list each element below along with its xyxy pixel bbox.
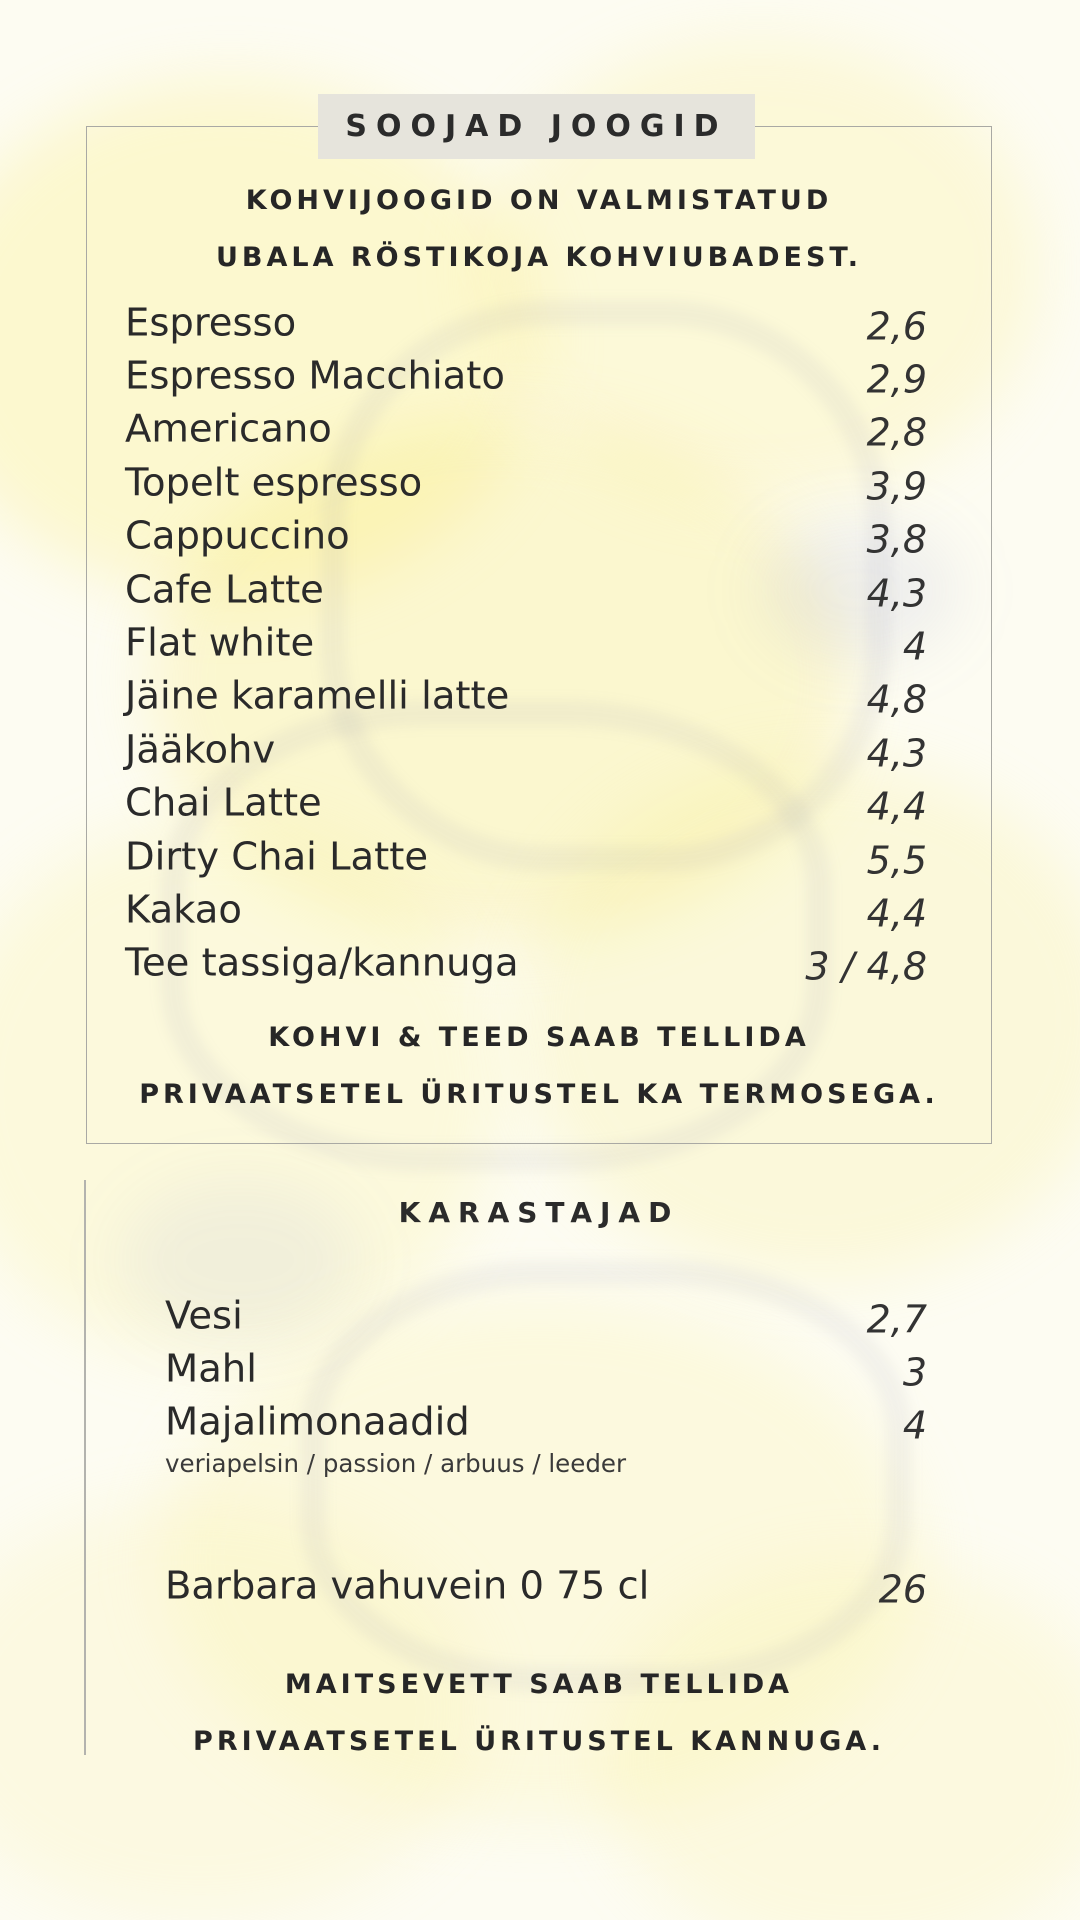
menu-item bbox=[165, 1342, 927, 1395]
item-price: 2,7 bbox=[866, 1297, 927, 1342]
item-price: 3,9 bbox=[866, 464, 927, 509]
menu-item bbox=[165, 1559, 927, 1612]
item-name: Cafe Latte bbox=[125, 567, 324, 613]
item-price: 2,8 bbox=[866, 410, 927, 455]
item-name: Chai Latte bbox=[125, 780, 322, 826]
thermos-note bbox=[86, 1009, 992, 1123]
sparkling-wine-list bbox=[165, 1559, 927, 1612]
item-price: 4,3 bbox=[866, 731, 927, 776]
menu-item bbox=[125, 510, 927, 563]
item-name: Espresso Macchiato bbox=[125, 353, 505, 399]
item-price: 5,5 bbox=[866, 838, 927, 883]
flavored-water-note bbox=[86, 1656, 992, 1770]
item-price: 4,8 bbox=[866, 677, 927, 722]
menu-item bbox=[125, 456, 927, 509]
item-price: 3 bbox=[902, 1350, 927, 1395]
item-name: Dirty Chai Latte bbox=[125, 834, 429, 880]
note-line: PRIVAATSETEL ÜRITUSTEL KANNUGA. bbox=[193, 1726, 885, 1757]
item-name: Flat white bbox=[125, 620, 315, 666]
item-price: 3,8 bbox=[866, 517, 927, 562]
menu-item bbox=[125, 670, 927, 723]
note-line: MAITSEVETT SAAB TELLIDA bbox=[284, 1669, 794, 1700]
item-price: 3 / 4,8 bbox=[805, 944, 927, 989]
item-name: Americano bbox=[125, 406, 332, 452]
item-name: Jääkohv bbox=[125, 727, 276, 773]
item-price: 4,4 bbox=[866, 891, 927, 936]
item-price: 2,9 bbox=[866, 357, 927, 402]
item-name: Kakao bbox=[125, 887, 242, 933]
note-line: KOHVIJOOGID ON VALMISTATUD bbox=[245, 185, 833, 216]
item-name: Jäine karamelli latte bbox=[125, 673, 510, 719]
hot-drinks-title: SOOJAD JOOGID bbox=[318, 94, 755, 159]
menu-item bbox=[125, 723, 927, 776]
item-price: 26 bbox=[878, 1567, 927, 1612]
menu-item bbox=[125, 563, 927, 616]
note-line: UBALA RÖSTIKOJA KOHVIUBADEST. bbox=[215, 242, 863, 273]
menu-item bbox=[125, 403, 927, 456]
item-name: Majalimonaadid bbox=[165, 1399, 470, 1445]
hot-drinks-list bbox=[125, 296, 927, 990]
cold-drinks-title: KARASTAJAD bbox=[398, 1196, 680, 1229]
item-name: Barbara vahuvein 0 75 cl bbox=[165, 1563, 650, 1609]
menu-item bbox=[165, 1396, 927, 1449]
menu-item bbox=[125, 349, 927, 402]
menu-item bbox=[125, 937, 927, 990]
item-name: Espresso bbox=[125, 300, 297, 346]
item-price: 4 bbox=[902, 624, 927, 669]
note-line: PRIVAATSETEL ÜRITUSTEL KA TERMOSEGA. bbox=[139, 1079, 939, 1110]
coffee-origin-note bbox=[86, 172, 992, 286]
item-name: Cappuccino bbox=[125, 513, 350, 559]
menu-item bbox=[125, 296, 927, 349]
menu-item bbox=[125, 777, 927, 830]
note-line: KOHVI & TEED SAAB TELLIDA bbox=[268, 1022, 810, 1053]
item-price: 2,6 bbox=[866, 304, 927, 349]
menu-item bbox=[165, 1289, 927, 1342]
item-name: Mahl bbox=[165, 1346, 257, 1392]
item-price: 4,4 bbox=[866, 784, 927, 829]
item-price: 4 bbox=[902, 1403, 927, 1448]
lemonade-flavours: veriapelsin / passion / arbuus / leeder bbox=[165, 1449, 627, 1478]
item-name: Tee tassiga/kannuga bbox=[125, 940, 519, 986]
menu-item bbox=[125, 883, 927, 936]
item-price: 4,3 bbox=[866, 571, 927, 616]
item-name: Vesi bbox=[165, 1293, 243, 1339]
menu-item bbox=[125, 616, 927, 669]
cold-drinks-list bbox=[165, 1289, 927, 1449]
menu-item bbox=[125, 830, 927, 883]
item-name: Topelt espresso bbox=[125, 460, 423, 506]
